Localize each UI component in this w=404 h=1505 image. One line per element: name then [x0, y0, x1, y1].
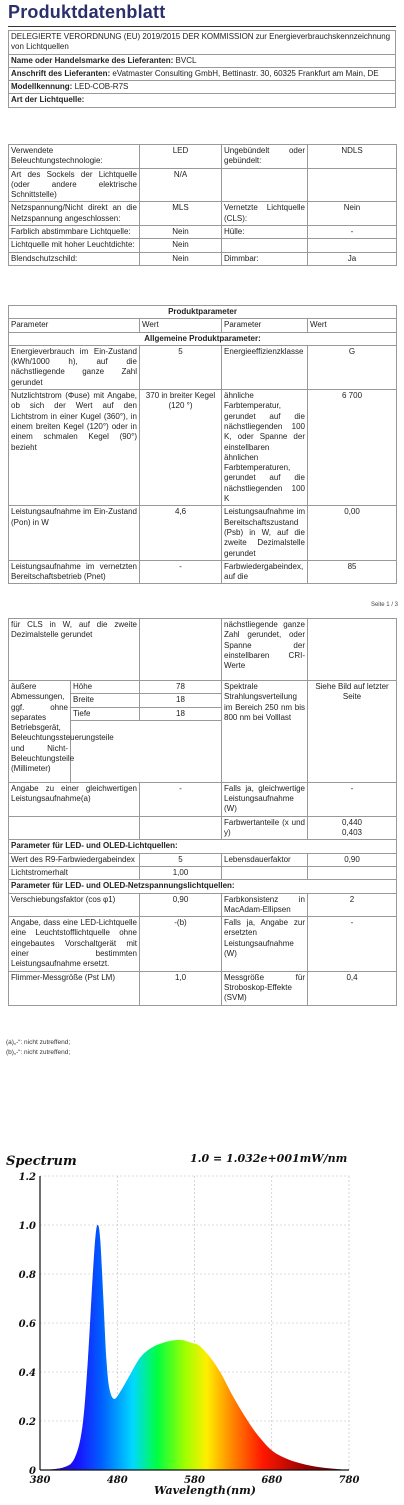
- section-led-parameters: Parameter für LED- und OLED-Lichtquellen:: [9, 840, 397, 853]
- general-parameter: ähnliche Farbtemperatur, gerundet auf die nächstliegenden 100 K, oder Spanne der einstellbaren ähnlichen Farbtemperaturen, gerundet auf die nächstliegenden 100 K: [222, 390, 308, 506]
- mains-row: [9, 893, 397, 917]
- type-row: [9, 226, 397, 239]
- x-tick-label: 680: [261, 1475, 283, 1486]
- led-parameter: Lichtstromerhalt: [9, 866, 140, 879]
- mains-parameter: Angabe, dass eine LED-Lichtquelle eine Leuchtstofflichtquelle ohne eingebautes Vorschaltgerät mit einer bestimmten Leistungsaufnahme ersetzt.: [9, 917, 140, 971]
- type-value: NDLS: [308, 145, 397, 169]
- led-row: [9, 866, 397, 879]
- dim-depth-label: Tiefe: [71, 707, 140, 720]
- led-parameter: [222, 866, 308, 879]
- dim-height-value: 78: [140, 681, 222, 694]
- type-value: N/A: [140, 168, 222, 202]
- type-parameter: [222, 168, 308, 202]
- general-parameter: Energieverbrauch im Ein-Zustand (kWh/1000 h), auf die nächstliegende ganze Zahl gerundet: [9, 345, 140, 389]
- mains-value: -(b): [140, 917, 222, 971]
- general-parameter: Nutzlichtstrom (Φuse) mit Angabe, ob sich der Wert auf den Lichtstrom in einer Kugel (360°), in einem breiten Kegel (120°) oder in einem schmalen Kegel (90°) bezieht: [9, 390, 140, 506]
- supplier-name-value: BVCL: [175, 55, 197, 65]
- equiv-row: [9, 816, 397, 840]
- mains-parameter: Verschiebungsfaktor (cos φ1): [9, 893, 140, 917]
- equiv-value: -: [308, 782, 397, 816]
- supplier-name-row: [9, 54, 396, 67]
- model-row: [9, 81, 396, 94]
- footnote-b: (b)„-“: nicht zutreffend;: [6, 1049, 71, 1056]
- page-title: Produktdatenblatt: [8, 2, 166, 22]
- type-parameter: Blendschutzschild:: [9, 252, 140, 265]
- empty-cell: [71, 720, 222, 782]
- supplier-address-row: [9, 67, 396, 80]
- supplier-address-value: eVatmaster Consulting GmbH, Bettinastr. 30, 60325 Frankfurt am Main, DE: [112, 68, 379, 78]
- x-tick-label: 780: [338, 1475, 360, 1486]
- type-value: Ja: [308, 252, 397, 265]
- datasheet-page-2: [0, 618, 404, 1018]
- general-row: [9, 390, 397, 506]
- header-table: [8, 30, 396, 108]
- footnote-a: (a)„-“: nicht zutreffend;: [6, 1039, 71, 1046]
- general-parameter: Leistungsaufnahme im Bereitschaftszustand (Psb) in W, auf die zweite Dezimalstelle gerundet: [222, 506, 308, 560]
- type-parameter: Dimmbar:: [222, 252, 308, 265]
- y-tick-label: 0.6: [18, 1319, 36, 1330]
- type-parameter: Farblich abstimmbare Lichtquelle:: [9, 226, 140, 239]
- chart-title: Spectrum: [6, 1154, 77, 1169]
- type-parameter: Ungebündelt oder gebündelt:: [222, 145, 308, 169]
- header-value-2: Wert: [308, 319, 397, 332]
- equiv-parameter: [9, 816, 140, 840]
- header-value: Wert: [140, 319, 222, 332]
- dim-depth-value: 18: [140, 707, 222, 720]
- dim-height-label: Höhe: [71, 681, 140, 694]
- type-value: [308, 168, 397, 202]
- general-value: 4,6: [140, 506, 222, 560]
- mains-row: [9, 917, 397, 971]
- section-light-type: Art der Lichtquelle:: [9, 94, 396, 107]
- type-row: [9, 202, 397, 226]
- section-mains-parameters: Parameter für LED- und OLED-Netzspannungslichtquellen:: [9, 880, 397, 893]
- general-value: 85: [308, 560, 397, 584]
- general-row: [9, 560, 397, 584]
- type-parameter: Verwendete Beleuchtungstechnologie:: [9, 145, 140, 169]
- equiv-parameter: Farbwertanteile (x und y): [222, 816, 308, 840]
- general-value: -: [140, 560, 222, 584]
- type-value: Nein: [308, 202, 397, 226]
- mains-value: 2: [308, 893, 397, 917]
- mains-parameter: Falls ja, Angabe zur ersetzten Leistungsaufnahme (W): [222, 917, 308, 971]
- mains-value: 0,4: [308, 971, 397, 1005]
- type-row: [9, 252, 397, 265]
- header-parameter: Parameter: [9, 319, 140, 332]
- equiv-parameter: Falls ja, gleichwertige Leistungsaufnahme (W): [222, 782, 308, 816]
- x-tick-label: 480: [106, 1475, 128, 1486]
- cls-standby-cont: für CLS in W, auf die zweite Dezimalstelle gerundet: [9, 619, 140, 681]
- general-value: 6 700: [308, 390, 397, 506]
- datasheet-page-1: [0, 0, 404, 608]
- y-tick-label: 1.2: [18, 1172, 36, 1183]
- general-value: 370 in breiter Kegel (120 °): [140, 390, 222, 506]
- section-general-parameters: Allgemeine Produktparameter:: [9, 332, 397, 345]
- model-label: Modellkennung:: [11, 82, 73, 92]
- chart-annotation: 1.0 = 1.032e+001mW/nm: [190, 1152, 348, 1165]
- equiv-value: -: [140, 782, 222, 816]
- supplier-name-label: Name oder Handelsmarke des Lieferanten:: [11, 55, 174, 65]
- type-parameter: [222, 239, 308, 252]
- cell-value: [308, 619, 397, 681]
- light-type-table: [8, 144, 397, 266]
- page-number: Seite 1 / 3: [370, 602, 398, 608]
- dim-width-value: 18: [140, 694, 222, 707]
- y-tick-label: 1.0: [18, 1221, 36, 1232]
- general-value: G: [308, 345, 397, 389]
- type-row: [9, 239, 397, 252]
- header-parameter-2: Parameter: [222, 319, 308, 332]
- spectral-distribution-label: Spektrale Strahlungsverteilung im Bereich 250 nm bis 800 nm bei Volllast: [222, 681, 308, 783]
- type-value: LED: [140, 145, 222, 169]
- x-tick-label: 380: [29, 1475, 51, 1486]
- led-row: [9, 853, 397, 866]
- cri-cont: nächstliegende ganze Zahl gerundet, oder Spanne der einstellbaren CRI-Werte: [222, 619, 308, 681]
- spectrum-chart: [0, 1138, 404, 1500]
- general-parameter: Farbwiedergabeindex, auf die: [222, 560, 308, 584]
- equiv-value: [140, 816, 222, 840]
- type-value: Nein: [140, 226, 222, 239]
- type-parameter: Lichtquelle mit hoher Leuchtdichte:: [9, 239, 140, 252]
- equiv-row: [9, 782, 397, 816]
- equiv-value: 0,440 0,403: [308, 816, 397, 840]
- section-product-parameters: Produktparameter: [9, 306, 397, 319]
- x-axis-label: Wavelength(nm): [154, 1484, 256, 1497]
- general-parameter: Energieeffizienzklasse: [222, 345, 308, 389]
- type-row: [9, 168, 397, 202]
- dim-width-label: Breite: [71, 694, 140, 707]
- type-parameter: Hülle:: [222, 226, 308, 239]
- general-row: [9, 345, 397, 389]
- x-tick-label: 580: [184, 1475, 205, 1486]
- model-value: LED-COB-R7S: [74, 82, 129, 92]
- type-parameter: Art des Sockels der Lichtquelle (oder andere elektrische Schnittstelle): [9, 168, 140, 202]
- y-tick-label: 0.4: [18, 1368, 36, 1379]
- mains-parameter: Farbkonsistenz in MacAdam-Ellipsen: [222, 893, 308, 917]
- general-parameter: Leistungsaufnahme im Ein-Zustand (Pon) in W: [9, 506, 140, 560]
- mains-parameter: Flimmer-Messgröße (Pst LM): [9, 971, 140, 1005]
- led-value: [308, 866, 397, 879]
- type-value: [308, 239, 397, 252]
- supplier-address-label: Anschrift des Lieferanten:: [11, 68, 111, 78]
- type-value: MLS: [140, 202, 222, 226]
- title-rule: [8, 26, 396, 27]
- type-value: -: [308, 226, 397, 239]
- general-parameter: Leistungsaufnahme im vernetzten Bereitschaftsbetrieb (Pnet): [9, 560, 140, 584]
- y-tick-label: 0: [29, 1466, 36, 1477]
- general-value: 5: [140, 345, 222, 389]
- type-parameter: Netzspannung/Nicht direkt an die Netzspannung angeschlossen:: [9, 202, 140, 226]
- mains-value: 1,0: [140, 971, 222, 1005]
- y-tick-label: 0.2: [18, 1417, 36, 1428]
- spectral-distribution-value: Siehe Bild auf letzter Seite: [308, 681, 397, 783]
- spectrum-chart-svg: [0, 1138, 404, 1500]
- mains-parameter: Messgröße für Stroboskop-Effekte (SVM): [222, 971, 308, 1005]
- product-parameters-table: [8, 305, 397, 584]
- led-value: 1,00: [140, 866, 222, 879]
- dimensions-label: äußere Abmessungen, ggf. ohne separates Betriebsgerät, Beleuchtungssteuerungsteile und Nicht-Beleuchtungsteile (Millimeter): [9, 681, 71, 783]
- led-parameter: Wert des R9-Farbwiedergabeindex: [9, 853, 140, 866]
- y-tick-label: 0.8: [18, 1270, 36, 1281]
- type-parameter: Vernetzte Lichtquelle (CLS):: [222, 202, 308, 226]
- footnotes: [6, 1038, 70, 1058]
- intro-text: DELEGIERTE VERORDNUNG (EU) 2019/2015 DER KOMMISSION zur Energieverbrauchskennzeichnung von Lichtquellen: [9, 31, 396, 55]
- mains-value: 0,90: [140, 893, 222, 917]
- cell-value: [140, 619, 222, 681]
- mains-row: [9, 971, 397, 1005]
- type-value: Nein: [140, 252, 222, 265]
- led-value: 0,90: [308, 853, 397, 866]
- general-row: [9, 506, 397, 560]
- led-value: 5: [140, 853, 222, 866]
- led-parameter: Lebensdauerfaktor: [222, 853, 308, 866]
- type-value: Nein: [140, 239, 222, 252]
- continued-parameters-table: [8, 618, 397, 1006]
- type-row: [9, 145, 397, 169]
- equiv-parameter: Angabe zu einer gleichwertigen Leistungsaufnahme(a): [9, 782, 140, 816]
- mains-value: -: [308, 917, 397, 971]
- general-value: 0,00: [308, 506, 397, 560]
